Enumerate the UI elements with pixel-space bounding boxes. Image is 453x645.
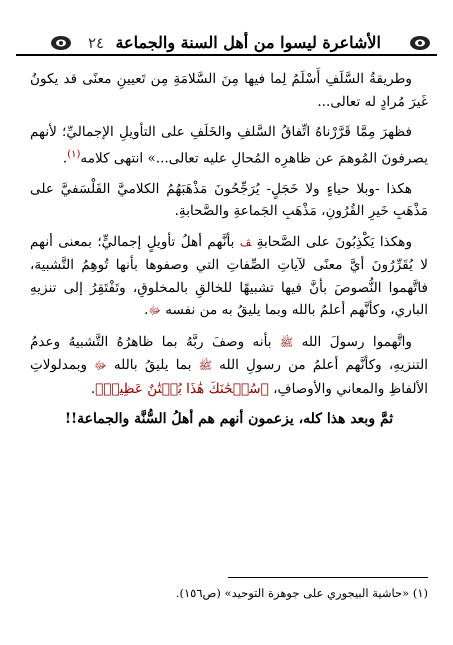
footnote: (١) «حاشية البيجوري على جوهرة التوحيد» (ص١٥٦). (175, 586, 428, 600)
floral-ornament-icon (409, 34, 431, 52)
footnote-reference[interactable]: (١) (67, 148, 81, 160)
honorific-icon: ﷺ (279, 335, 294, 349)
page-number: ٢٤ (88, 34, 105, 52)
running-title: الأشاعرة ليسوا من أهل السنة والجماعة (115, 33, 381, 52)
paragraph: وطريقةُ السَّلَفِ أَسْلَمُ لِما فيها مِنَ السَّلامَةِ مِن تَعيينِ معنًى قد يكونُ غَيرَ مُرادٍ له تعالى... (30, 71, 428, 110)
paragraph: واتَّهموا رسولَ الله ﷺ بأنه وصفَ ربَّهُ بما ظاهرُهُ التَّشبيهُ وعدمُ التنزيهِ، وكأنَّهم أعلمُ من رسولِ الله ﷺ بما يليقُ بالله ﷻ وبمدلولاتِ الألفاظِ والمعاني والأوصافِ، ﴿سُبۡحَٰنَكَ هَٰذَا بُهۡتَٰنٌ عَظِيمٞ﴾. (30, 333, 428, 397)
paragraph: هكذا -وبلا حياءٍ ولا خَجَلٍ- يُرَجِّحُونَ مَذْهَبَهُمُ الكلاميَّ الفَلْسَفيَّ على مَذْهَبِ خَيرِ القُرُونِ، مَذْهَبِ الجَماعةِ والصَّحابةِ. (30, 180, 428, 220)
honorific-icon: ﷻ (148, 304, 161, 318)
honorific-icon: ﷻ (94, 359, 107, 373)
quran-quote: ﴿سُبۡحَٰنَكَ هَٰذَا بُهۡتَٰنٌ عَظِيمٞ﴾ (95, 380, 269, 397)
footnote-rule (228, 577, 428, 578)
honorific-icon: ﷺ (198, 359, 212, 373)
closing-statement: ثمَّ وبعد هذا كله، يزعمون أنهم هم أهلُ السُّنَّة والجماعة!! (64, 411, 394, 428)
paragraph: وهكذا يَكْذِبُونَ على الصَّحابةِ ﭫ بأنَّهم أهلُ تأويلٍ إجماليٍّ؛ بمعنى أنهم لا يُقَرِّرُونَ أيَّ معنًى لآياتِ الصِّفاتِ التي وصفوها بأنها تُوهِمُ التَّشبيهَ، فاتَّهموا النُّصوصَ بأنَّ فيها تشبيهًا للخالقِ بالمخلوقِ، وتَفْتَقِرُ إلى تنزيهِ الباري، وكأنَّهم أعلمُ بالله وبما يليقُ به من نفسه ﷻ. (30, 233, 428, 319)
paragraph: فظهرَ مِمَّا قَرَّرْناهُ اتِّفاقُ السَّلفِ والخَلَفِ على التأويلِ الإجماليِّ؛ لأنهم يصرفونَ المُوهمَ عن ظاهرِه المُحالِ عليه تعالى...» انتهى كلامه$^{(١)}$. (30, 124, 428, 167)
header-rule (16, 54, 437, 56)
page-header (16, 28, 437, 58)
floral-ornament-icon (50, 34, 72, 52)
body-text (30, 68, 428, 439)
honorific-icon: ﭫ (239, 235, 252, 249)
